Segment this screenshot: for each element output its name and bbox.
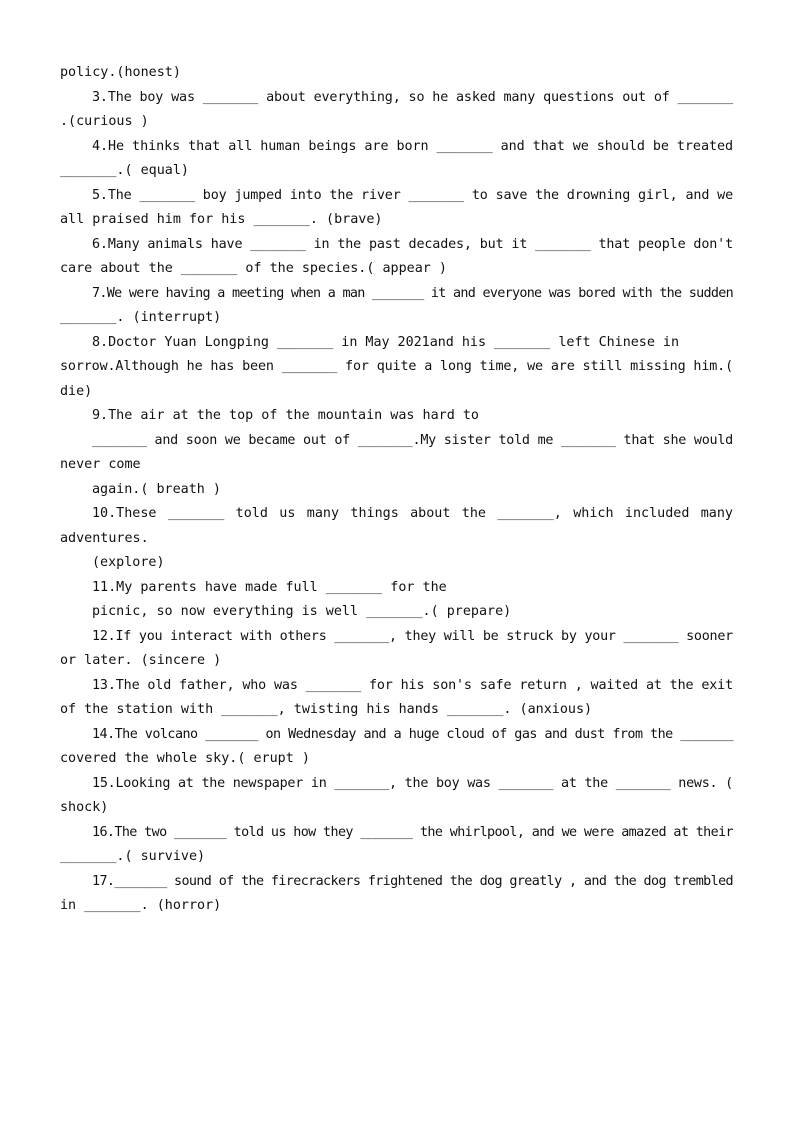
text-line: _______ and soon we became out of _______.My sister told me _______ that she would xyxy=(92,433,733,448)
text-line: 15.Looking at the newspaper in _______, the boy was _______ at the _______ news. ( xyxy=(92,776,733,791)
text-line: _______. (interrupt) xyxy=(60,310,222,325)
text-line: picnic, so now everything is well _______.( prepare) xyxy=(92,604,512,619)
text-line: in _______. (horror) xyxy=(60,898,222,913)
text-line: 16.The two _______ told us how they _______ the whirlpool, and we were amazed at their xyxy=(92,825,733,840)
text-line: _______.( equal) xyxy=(60,163,189,178)
text-line: (explore) xyxy=(92,555,165,570)
text-line: 6.Many animals have _______ in the past decades, but it _______ that people don't xyxy=(92,237,733,252)
text-line: 10.These _______ told us many things about the _______, which included many xyxy=(92,506,733,521)
text-line: all praised him for his _______. (brave) xyxy=(60,212,383,227)
text-line: _______.( survive) xyxy=(60,849,206,864)
text-line: 12.If you interact with others _______, they will be struck by your _______ sooner xyxy=(92,629,733,644)
text-line: of the station with _______, twisting his hands _______. (anxious) xyxy=(60,702,593,717)
text-line: shock) xyxy=(60,800,109,815)
text-line: 14.The volcano _______ on Wednesday and a huge cloud of gas and dust from the _______ xyxy=(92,727,733,742)
text-line: 5.The _______ boy jumped into the river _______ to save the drowning girl, and we xyxy=(92,188,733,203)
text-line: 11.My parents have made full _______ for the xyxy=(92,580,447,595)
text-line: adventures. xyxy=(60,531,149,546)
text-line: or later. (sincere ) xyxy=(60,653,222,668)
text-line: die) xyxy=(60,384,93,399)
text-line: 9.The air at the top of the mountain was hard to xyxy=(92,408,479,423)
text-line: 7.We were having a meeting when a man _______ it and everyone was bored with the sudden xyxy=(92,286,733,301)
text-line: .(curious ) xyxy=(60,114,149,129)
text-line: 4.He thinks that all human beings are born _______ and that we should be treated xyxy=(92,139,733,154)
text-line: again.( breath ) xyxy=(92,482,221,497)
text-line: 13.The old father, who was _______ for his son's safe return , waited at the exit xyxy=(92,678,733,693)
text-line: 17._______ sound of the firecrackers frightened the dog greatly , and the dog trembled xyxy=(92,874,733,889)
text-line: 8.Doctor Yuan Longping _______ in May 2021and his _______ left Chinese in xyxy=(92,335,679,350)
text-line: care about the _______ of the species.( appear ) xyxy=(60,261,447,276)
text-line: sorrow.Although he has been _______ for quite a long time, we are still missing him.( xyxy=(60,359,733,374)
text-line: never come xyxy=(60,457,141,472)
text-line: policy.(honest) xyxy=(60,65,181,80)
text-line: covered the whole sky.( erupt ) xyxy=(60,751,310,766)
text-line: 3.The boy was _______ about everything, so he asked many questions out of _______ xyxy=(92,90,733,105)
